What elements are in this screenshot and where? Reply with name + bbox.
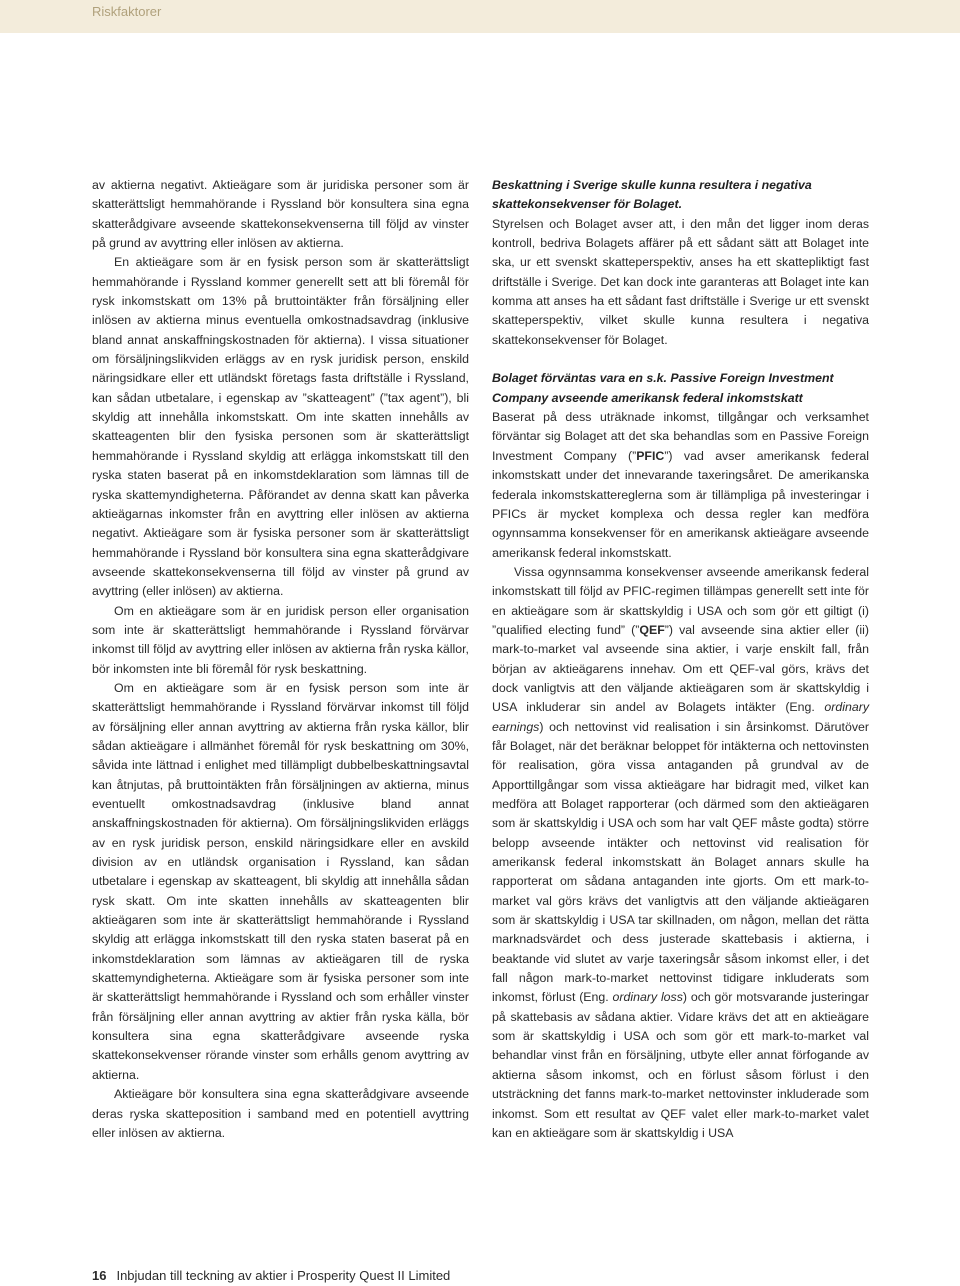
english-term: ordinary loss (612, 990, 683, 1005)
text-run: ”) vad avser amerikansk federal inkomstskatt under det innevarande taxeringsåret. De amerikanska federala inkomstskattereglerna som är tillämpliga på investeringar i PFICs är mycket komplexa och dessa regler kan medföra ogynnsamma konsekvenser för en amerikansk aktieägare avseende amerikansk federal inkomstskatt. (492, 448, 869, 560)
spacer (492, 350, 869, 369)
defined-term: PFIC (636, 448, 665, 463)
paragraph: En aktieägare som är en fysisk person som är skatterättsligt hemmahörande i Ryssland kommer generellt sett att bli föremål för rysk inkomstskatt om 13% på bruttointäkter från försäljning eller inlösen av aktierna minus eventuella omkostnadsavdrag (inklusive bland annat anskaffningskostnaden för aktierna). I vissa situationer om försäljningslikviden erläggs av en rysk juridisk person, enskild näringsidkare eller ett utländskt företags fasta driftställe i Ryssland, kan sådan utbetalare, i egenskap av ”skatteagent” (”tax agent”), bli skyldig att innehålla inkomstskatt. Om inte skatten innehålls av skatteagenten blir den fysiska personen som är skatterättsligt hemmahörande i Ryssland skyldig att erlägga inkomstskatt till den ryska staten baserat på en inkomstdeklaration som lämnas till de ryska skattemyndigheterna. Påförandet av denna skatt kan påverka aktieägarnas inkomster från en avyttring eller inlösen av aktierna negativt. Aktieägare som är fysiska personer som är skatterättsligt hemmahörande i Ryssland bör konsultera sina egna skatterådgivare avseende skattekonsekvenserna till följd av vinster på grund av avyttring (eller inlösen) av aktierna. (92, 255, 469, 599)
paragraph: Aktieägare bör konsultera sina egna skatterådgivare avseende deras ryska skatteposition i samband med en potentiell avyttring eller inlösen av aktierna. (92, 1087, 469, 1140)
paragraph: Styrelsen och Bolaget avser att, i den mån det ligger inom deras kontroll, bedriva Bolagets affärer på ett sådant sätt att Bolaget inte ska, ur ett svenskt skatteperspektiv, anses ha ett skattepliktigt fast driftställe i Sverige. Det kan dock inte garanteras att Bolaget inte kan komma att anses ha ett sådant fast driftställe i Sverige ur ett svenskt skatteperspektiv, vilket skulle kunna resultera i negativa skattekonsekvenser för Bolaget. (492, 216, 869, 347)
text-run: ) och nettovinst vid realisation i sin årsinkomst. Därutöver får Bolaget, när det beräknar beloppet för intäkterna och nettovinsten för realisation, göra vissa antaganden på grundval av de Apporttillgångar som vissa aktieägare har bidragit med, vilket kan medföra att Bolaget rapporterar (och därmed som den aktieägaren som är skattskyldig i USA och som har valt QEF måste godta) större belopp avseende intäkter och nettovinst vid realisation för amerikansk federal inkomstskatt än Bolaget annars skulle ha rapporterat om sådana antaganden inte gjorts. Om ett mark-to-market val görs krävs det vanligtvis att den väljande aktieägaren som är skattskyldig i USA tar skillnaden, om någon, mellan det rätta marknadsvärdet och dess justerade skattebasis i aktierna, i beaktande vid slutet av varje taxeringsår såsom inkomst eller, i det fall någon mark-to-market nettovinst tidigare inkluderats som inkomst, förlust (Eng. (492, 719, 869, 1005)
paragraph (492, 563, 869, 1143)
page-number: 16 (92, 1268, 107, 1283)
defined-term: QEF (639, 622, 665, 637)
text-run: Vissa ogynnsamma konsekvenser avseende amerikansk federal inkomstskatt till följd av PFIC-regimen tillämpas generellt sett inte för en aktieägare som är skattskyldig i USA och som gör ett giltigt (i) ”qualified electing fund” (” (492, 564, 869, 637)
document-title: Inbjudan till teckning av aktier i Prosperity Quest II Limited (116, 1268, 451, 1283)
text-run: ) och gör motsvarande justeringar på skattebasis av sådana aktier. Vidare krävs det att en aktieägare som är skattskyldig i USA och som gör ett mark-to-market val behandlar vinst från en försäljning, utbyte eller annat förfogande av aktierna såsom inkomst, och en förlust såsom förlust i den utsträckning det fanns mark-to-market nettovinster inkluderade som inkomst. Som ett resultat av QEF valet eller mark-to-market valet kan en aktieägare som är skattskyldig i USA (492, 990, 870, 1140)
text-run: ”) val avseende sina aktier eller (ii) mark-to-market val avseende sina aktier, i varje enskilt fall, från början av aktieägarens innehav. Om ett QEF-val görs, krävs det dock vanligtvis att den väljande aktieägaren som är skattskyldig i USA inkluderar sin andel av Bolagets intäkter (Eng. (492, 622, 869, 715)
section-heading: Bolaget förväntas vara en s.k. Passive Foreign Investment Company avseende amerikansk federal inkomstskatt (492, 371, 834, 405)
text-run: Baserat på dess uträknade inkomst, tillgångar och verksamhet förväntar sig Bolaget att det ska behandlas som en Passive Foreign Investment Company (” (492, 410, 869, 463)
left-column (92, 176, 469, 1143)
page-footer (92, 1268, 450, 1283)
paragraph: av aktierna negativt. Aktieägare som är juridiska personer som är skatterättsligt hemmahörande i Ryssland bör konsultera sina egna skatterådgivare avseende skattekonsekvenserna till följd av vinster på grund av avyttring eller inlösen av aktierna. (92, 178, 469, 251)
right-column (492, 176, 869, 1143)
section-heading: Beskattning i Sverige skulle kunna resultera i negativa skattekonsekvenser för Bolaget. (492, 178, 812, 212)
paragraph: Om en aktieägare som är en juridisk person eller organisation som inte är skatterättsligt hemmahörande i Ryssland förvärvar inkomst till följd av avyttring eller inlösen av aktierna från ryska källor, bör inkomsten inte bli föremål för rysk beskattning. (92, 603, 469, 676)
section-title: Riskfaktorer (92, 4, 162, 19)
paragraph: Om en aktieägare som är en fysisk person som inte är skatterättsligt hemmahörande i Ryssland förvärvar inkomst till följd av försäljning eller annan avyttring av aktierna från ryska källor, blir sådan aktieägare i allmänhet föremål för rysk beskattning om 30%, såvida inte lättnad i enlighet med tillämpligt dubbelbeskattningsavtal kan åtnjutas, på bruttointäkten från försäljningen av aktierna, minus eventuellt omkostnadsavdrag (inklusive bland annat anskaffningskostnaden för aktierna). Om försäljningslikviden erläggs av en rysk juridisk person, enskild näringsidkare eller en avskild division av en utländsk organisation i Ryssland, kan sådan utbetalare i egenskap av skatteagent, bli skyldig att innehålla sådan rysk skatt. Om inte skatten innehålls av skatteagenten blir aktieägaren som inte är skatterättsligt hemmahörande i Ryssland skyldig att erlägga inkomstskatt till den ryska staten baserat på en inkomstdeklaration som lämnas av aktieägaren till de ryska skattemyndigheterna. Aktieägare som är fysiska personer som inte är skatterättsligt hemmahörande i Ryssland och som erhåller vinster från försäljning eller annan avyttring av aktier från ryska källa, bör konsultera sina egna skatterådgivare avseende ryska skattekonsekvenser rörande vinster som erhålls genom avyttring av aktierna. (92, 680, 469, 1082)
paragraph (492, 408, 869, 563)
running-header (0, 0, 960, 33)
english-term: ordinary earnings (492, 700, 869, 734)
